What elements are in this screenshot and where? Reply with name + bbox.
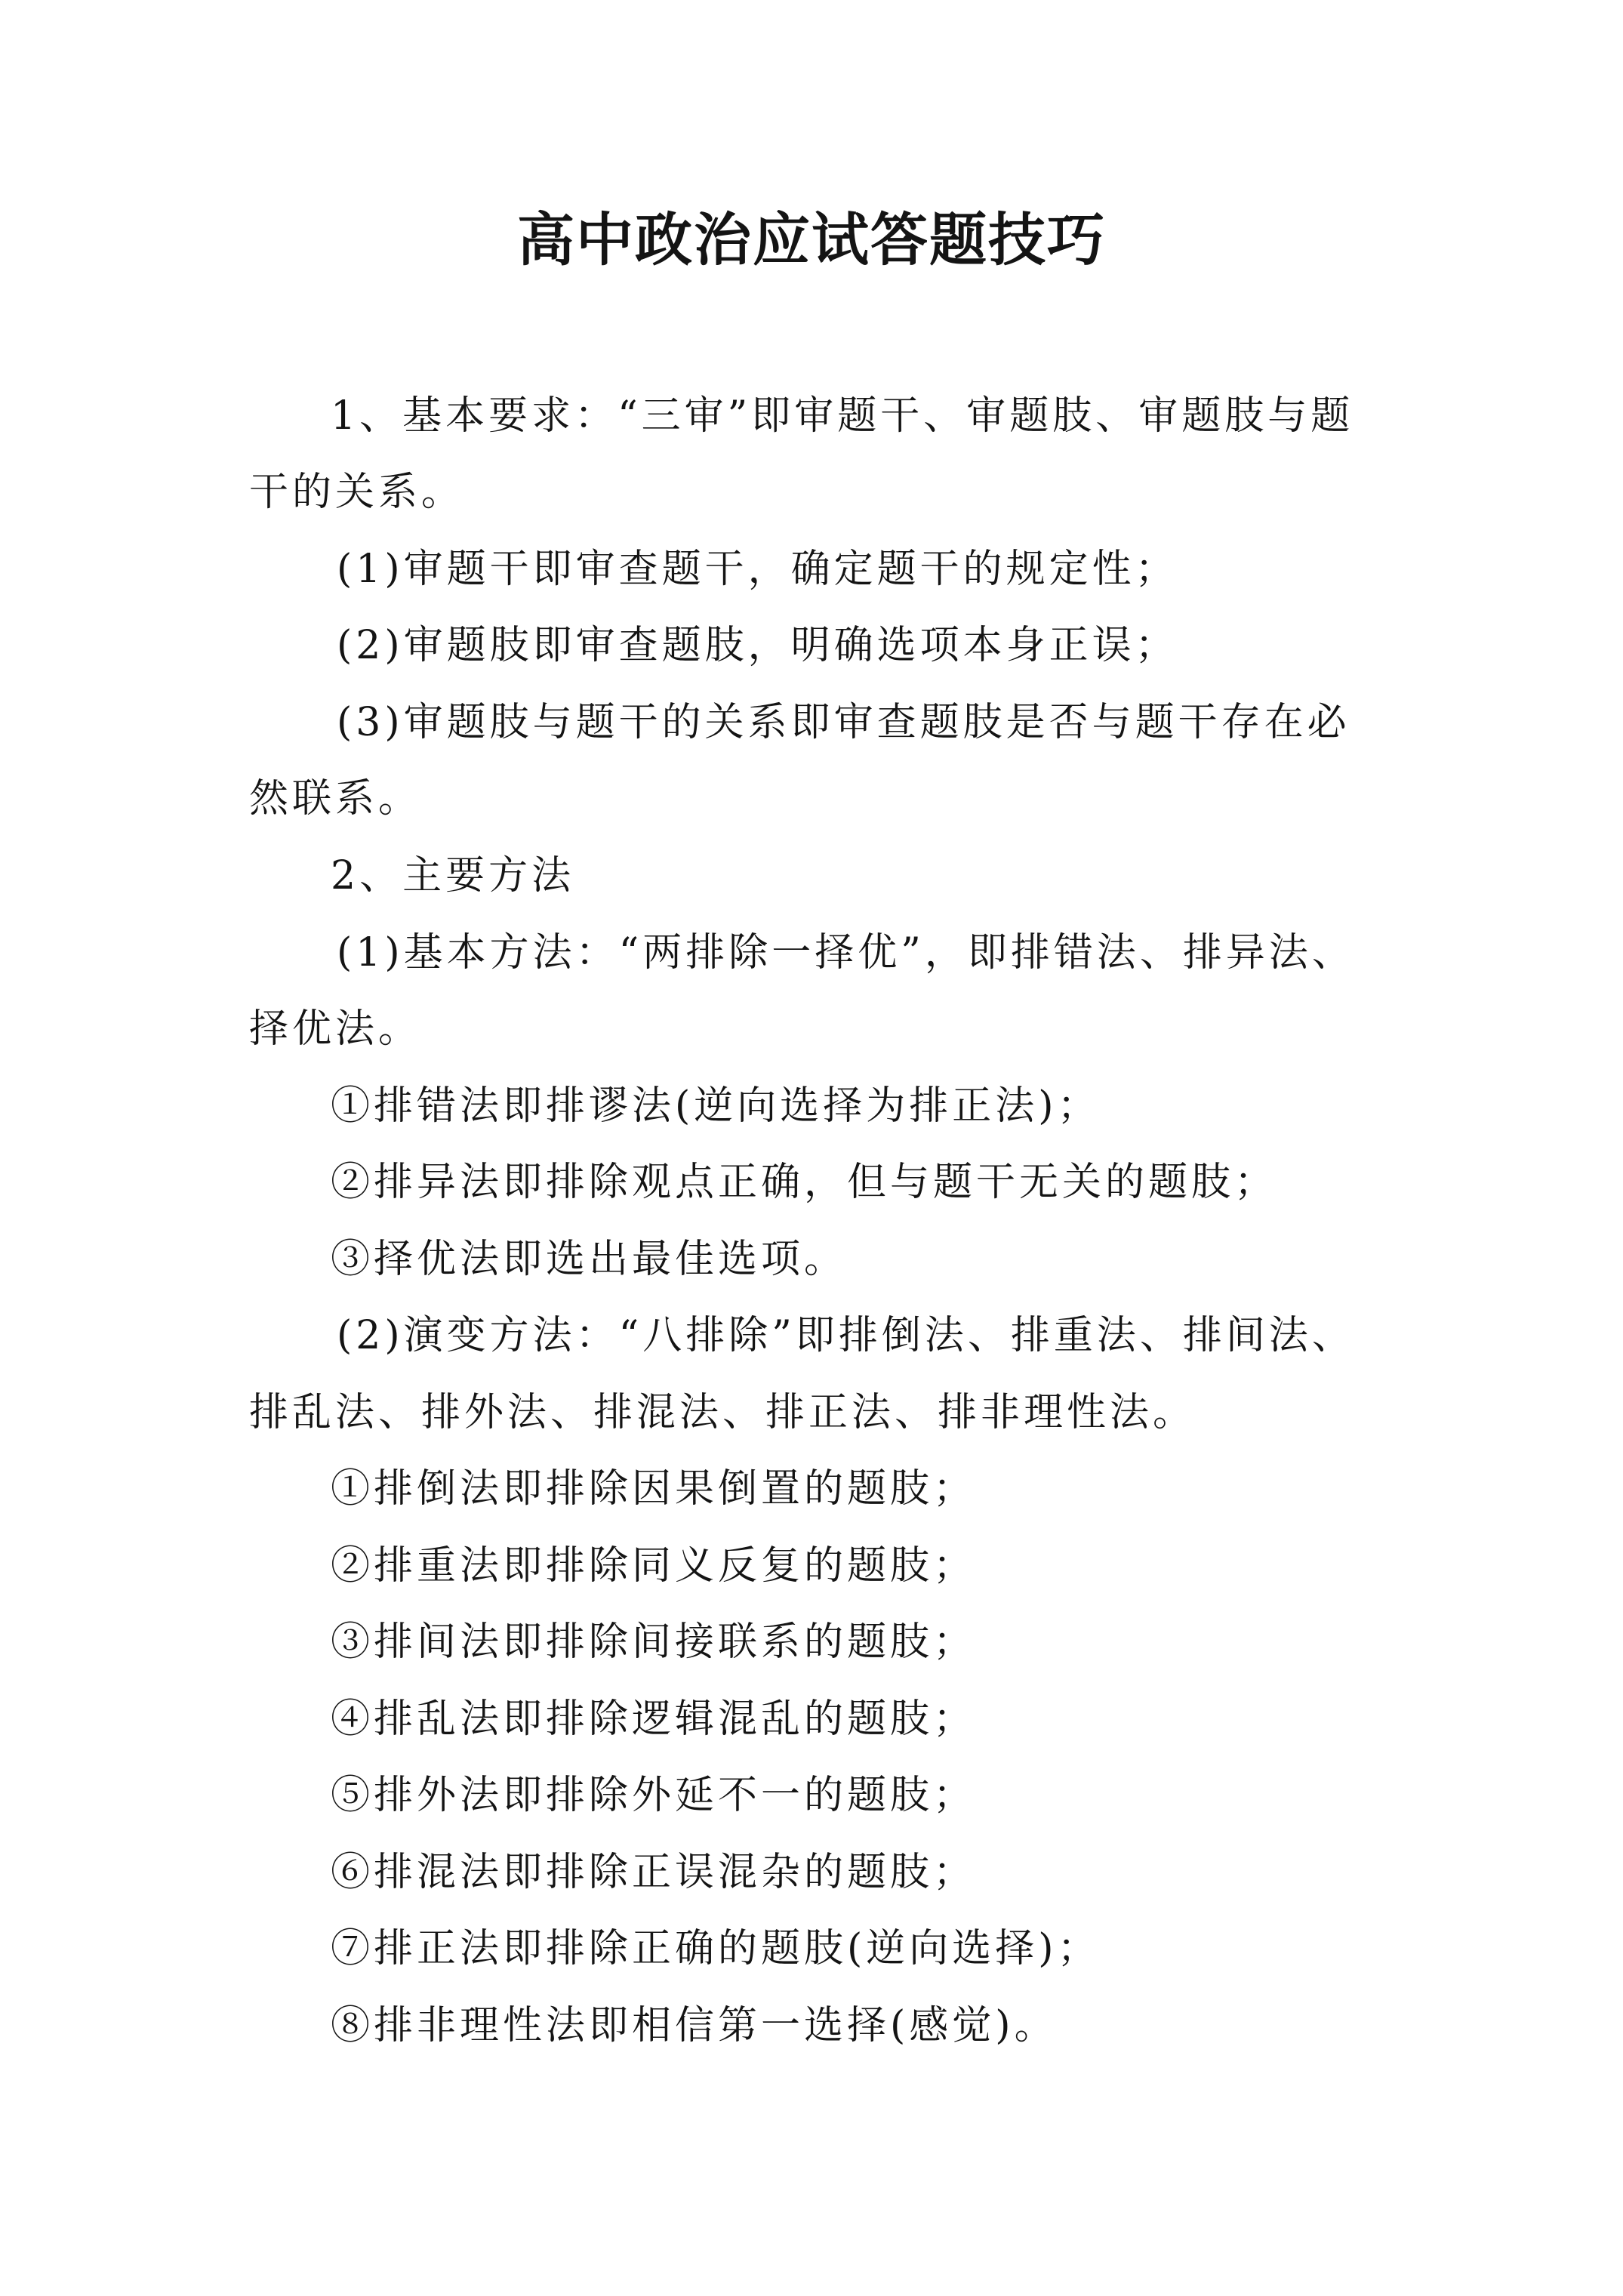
variant-item-6: ⑥排混法即排除正误混杂的题肢； <box>331 1850 977 1895</box>
section-2-heading: 2、主要方法 <box>331 853 575 898</box>
variant-item-1: ①排倒法即排除因果倒置的题肢； <box>331 1466 977 1512</box>
item-1-3: (3)审题肢与题干的关系即审查题肢是否与题干存在必 <box>337 700 1350 745</box>
variant-item-4: ④排乱法即排除逻辑混乱的题肢； <box>331 1697 977 1742</box>
section-1-heading-cont: 干的关系。 <box>249 470 465 515</box>
basic-method: (1)基本方法：“两排除一择优”，即排错法、排异法、 <box>337 930 1355 975</box>
variant-item-3: ③排间法即排除间接联系的题肢； <box>331 1620 977 1665</box>
basic-item-3: ③择优法即选出最佳选项。 <box>331 1237 848 1282</box>
basic-item-1: ①排错法即排谬法(逆向选择为排正法)； <box>331 1083 1101 1129</box>
variant-item-8: ⑧排非理性法即相信第一选择(感觉)。 <box>331 2003 1058 2048</box>
variant-method-cont: 排乱法、排外法、排混法、排正法、排非理性法。 <box>249 1390 1196 1435</box>
variant-item-7: ⑦排正法即排除正确的题肢(逆向选择)； <box>331 1926 1101 1971</box>
variant-method: (2)演变方法：“八排除”即排倒法、排重法、排间法、 <box>337 1313 1355 1358</box>
page-title: 高中政治应试答题技巧 <box>517 206 1106 273</box>
item-1-3-cont: 然联系。 <box>249 776 422 821</box>
item-1-1: (1)审题干即审查题干，确定题干的规定性； <box>337 547 1178 592</box>
basic-item-2: ②排异法即排除观点正确，但与题干无关的题肢； <box>331 1160 1278 1205</box>
item-1-2: (2)审题肢即审查题肢，明确选项本身正误； <box>337 623 1178 668</box>
variant-item-5: ⑤排外法即排除外延不一的题肢； <box>331 1773 977 1818</box>
basic-method-cont: 择优法。 <box>249 1006 422 1052</box>
variant-item-2: ②排重法即排除同义反复的题肢； <box>331 1543 977 1589</box>
section-1-heading: 1、基本要求：“三审”即审题干、审题肢、审题肢与题 <box>331 393 1354 439</box>
